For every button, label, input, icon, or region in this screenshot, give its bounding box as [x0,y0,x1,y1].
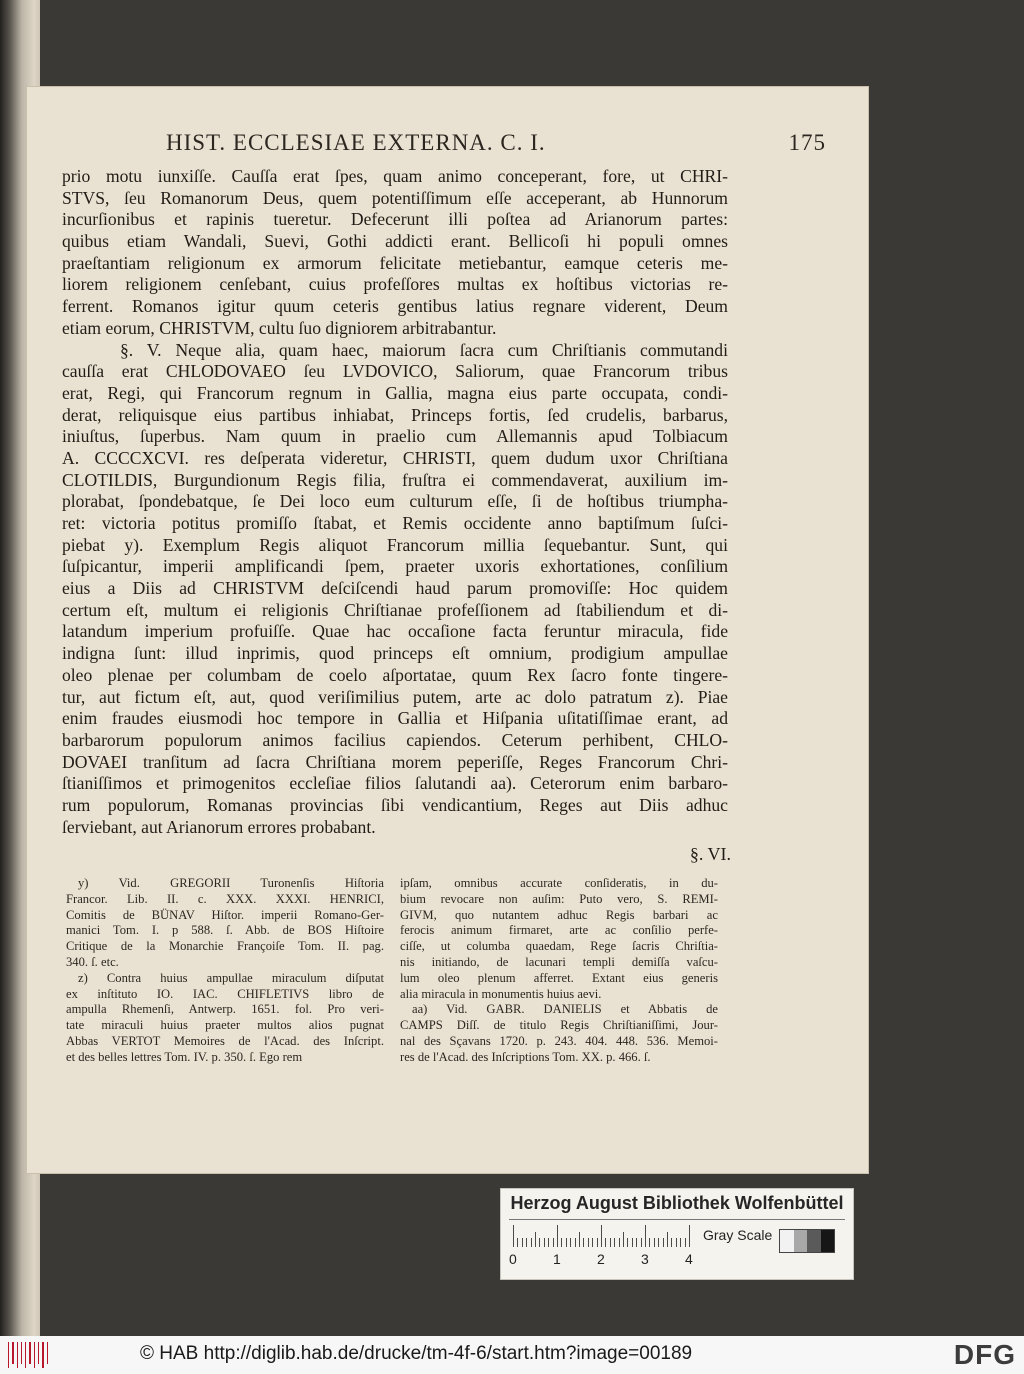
gray-swatch [821,1230,835,1252]
ruler-tick [548,1238,549,1247]
logo-bar [34,1342,35,1368]
text-line: CLOTILDIS, Burgundionum Regis filia, fruſtra ei commendaverat, auxilium im- [62,469,728,490]
footnote-line: tate miraculi huius praeter multos alios pugnat [66,1018,384,1033]
text-line: latandum imperium profuiſſe. Quae hac occaſione facta feruntur miracula, fide [62,621,728,642]
text-line: eius a Diis ad CHRISTVM deſciſcendi haud parum promoviſſe: Hoc quidem [62,578,728,599]
gray-swatch [780,1230,794,1252]
divider [509,1219,845,1220]
ruler-tick [680,1238,681,1247]
ruler-tick [641,1238,642,1247]
scale-number: 0 [509,1251,517,1267]
footnote-line: nal des Sçavans 1720. p. 243. 404. 448. 536. Memoi- [400,1033,718,1048]
text-line: §. V. Neque alia, quam haec, maiorum ſacra cum Chriſtianis commutandi [120,339,728,360]
text-line: rum populorum, Romanas provincias ſibi vendicantium, Reges aut Diis adhuc [62,794,728,815]
scale-number: 4 [685,1251,693,1267]
text-line: A. CCCCXCVI. res deſperata videretur, CHRISTI, quem dudum uxor Chriſtiana [62,447,728,468]
logo-bar [38,1342,39,1364]
footnote-line: ciſſe, ut columba quaedam, Rege ſacris Chriſtia- [400,939,718,954]
ruler-tick [588,1238,589,1247]
footnote-line: nis initiando, de lacunari templi demiſſa vaſcu- [400,954,718,969]
ruler-tick [592,1238,593,1247]
footnote-line: manici Tom. I. p 588. ſ. Abb. de BOS Hiſtoire [66,923,384,938]
ruler-tick [544,1238,545,1247]
book-page [26,86,869,1174]
text-line: ret: victoria potitus promiſſo ſtabat, et Remis occidente anno baptiſmum ſuſci- [62,513,728,533]
text-line: enim fraudes eiusmodi hoc tempore in Gallia et Hiſpania uſitatiſſimae erant, ad [62,708,728,729]
footnote-line: z) Contra huius ampullae miraculum diſputat [78,970,384,985]
main-text [62,166,728,838]
ruler-tick [605,1238,606,1247]
ruler-tick [561,1238,562,1247]
ruler-tick [649,1238,650,1247]
text-line: etiam eorum, CHRISTVM, cultu ſuo digniorem arbitrabantur. [62,317,497,338]
page-number: 175 [788,130,826,155]
ruler-tick [579,1232,580,1247]
scale-number: 1 [553,1251,561,1267]
logo-bar [47,1342,48,1364]
viewer-footer [0,1336,1024,1374]
ruler-tick [601,1225,602,1247]
ruler-tick [663,1238,664,1247]
logo-bar [21,1342,22,1364]
ruler-tick [526,1238,527,1247]
running-title: HIST. ECCLESIAE EXTERNA. C. I. [166,130,546,155]
footnote-line: aa) Vid. GABR. DANIELIS et Abbatis de [412,1002,718,1017]
ruler-tick [575,1238,576,1247]
ruler-tick [531,1238,532,1247]
ruler-tick [632,1238,633,1247]
footnote-line: Abbas VERTOT Memoires de l'Acad. des Inſcript. [66,1033,384,1048]
ruler-tick [597,1238,598,1247]
ruler-scale [513,1225,693,1247]
library-color-strip [500,1188,854,1280]
text-line: STVS, ſeu Romanorum Deus, quem potentiſſimum eſſe acceperant, ab Hunnorum [62,187,728,208]
gray-swatch [794,1230,808,1252]
ruler-tick [517,1238,518,1247]
ruler-tick [610,1238,611,1247]
ruler-tick [522,1238,523,1247]
ruler-tick [645,1225,646,1247]
ruler-tick [513,1225,514,1247]
footnote-line: CAMPS Diſſ. de titulo Regis Chriſtianiſſimi, Jour- [400,1018,718,1033]
text-line: certum eſt, multum ei religionis Chriſtianae profeſſionem ad ſtabiliendum et di- [62,599,728,620]
ruler-tick [614,1238,615,1247]
source-url[interactable]: © HAB http://diglib.hab.de/drucke/tm-4f-6/start.htm?image=00189 [140,1343,693,1364]
ruler-tick [685,1238,686,1247]
text-line: piebat y). Exemplum Regis aliquot Francorum millia ſequebantur. Sunt, qui [62,534,728,555]
ruler-tick [557,1225,558,1247]
ruler-tick [654,1238,655,1247]
logo-bar [17,1342,18,1368]
logo-bar [29,1342,30,1364]
text-line: plorabat, ſpondebatque, ſe Dei loco eum culturum eſſe, ſi de hoſtibus triumpha- [62,491,728,512]
logo-bar [12,1342,13,1364]
ruler-tick [676,1238,677,1247]
text-line: ferrent. Romanos igitur quum ceteris gentibus latius regnare viderent, Deum [62,296,728,317]
library-name: Herzog August Bibliothek Wolfenbüttel [510,1193,844,1213]
footnote-line: 340. ſ. etc. [66,954,119,969]
footnote-line: bium revocare non auſim: Puto vero, S. REMI- [400,891,718,906]
ruler-tick [658,1238,659,1247]
footnote-line: res de l'Acad. des Inſcriptions Tom. XX. p. 466. ſ. [400,1049,651,1064]
text-line: indigna ſunt: illud inprimis, quod princeps eſt omnium, prodigium ampullae [62,643,728,664]
text-line: derat, reliquisque eius partibus inhiabat, Princeps fortis, ſed crudelis, barbarus, [62,404,728,425]
footnote-line: alia miracula in monumentis huius aevi. [400,986,602,1001]
ruler-tick [671,1238,672,1247]
catchword: §. VI. [689,844,731,864]
text-line: incurſionibus et rapinis tueretur. Defecerunt illi poſtea ad Arianorum partes: [62,209,728,230]
ruler-tick [619,1238,620,1247]
logo-bar [8,1342,9,1368]
running-header [166,130,826,158]
text-line: ſerviebant, aut Arianorum errores probabant. [62,816,376,837]
ruler-tick [583,1238,584,1247]
logo-bar [25,1342,26,1368]
ruler-tick [570,1238,571,1247]
scale-number: 2 [597,1251,605,1267]
text-line: DOVAEI tranſitum ad ſacra Chriſtiana morem peperiſſe, Reges Francorum Chri- [62,751,728,772]
hab-logo-icon [8,1342,48,1368]
scale-number: 3 [641,1251,649,1267]
text-line: iniuſtus, ſuperbus. Nam quum in praelio cum Allemannis apud Tolbiacum [62,426,728,447]
footnote-line: ex inſtituto IO. IAC. CHIFLETIVS libro de [66,986,384,1001]
text-line: erat, Regi, qui Francorum regnum in Gallia, magna eius parte occupata, condi- [62,382,728,403]
footnote-line: ferocis animum firmaret, arte ac conſilio perfe- [400,923,718,938]
text-line: ſuſpicantur, imperii amplificandi ſpem, praeter uxoris exhortationes, conſilium [62,556,728,577]
text-line: prio motu iunxiſſe. Cauſſa erat ſpes, quam animo conceperant, fore, ut CHRI- [62,166,728,186]
ruler-tick [535,1232,536,1247]
footnote-line: Critique de la Monarchie Françoiſe Tom. II. pag. [66,939,384,954]
dfg-logo: DFG [953,1339,1016,1370]
footnote-line: GIVM, quo nutantem adhuc Regis barbari ac [400,907,718,922]
footnote-line: y) Vid. GREGORII Turonenſis Hiſtoria [78,876,384,890]
ruler-tick [636,1238,637,1247]
gray-swatch [807,1230,821,1252]
text-line: oleo plenae per columbam de coelo aſportatae, quum Rex ſacro fonte tingere- [62,664,728,685]
logo-bar [42,1342,43,1368]
text-line: tur, aut fictum eſt, aut, quod veriſimilius putem, arte ac dolo patratum z). Piae [62,686,728,707]
ruler-tick [539,1238,540,1247]
text-line: liorem religionem cenſebant, cuius profeſſores multas ex hoſtibus victorias re- [62,274,728,295]
text-line: cauſſa erat CHLODOVAEO ſeu LVDOVICO, Saliorum, quae Francorum tribus [62,361,728,382]
footnote-line: Francor. Lib. II. c. XXX. XXXI. HENRICI, [66,891,384,906]
footnote-line: et des belles lettres Tom. IV. p. 350. ſ. Ego rem [66,1049,303,1064]
ruler-tick [689,1225,690,1247]
ruler-tick [623,1232,624,1247]
ruler-tick [553,1238,554,1247]
ruler-tick [627,1238,628,1247]
ruler-tick [667,1232,668,1247]
text-line: praeſtantiam religionum ex armorum felicitate metiebantur, eamque ceteris me- [62,252,728,273]
text-line: barbarorum populorum animos facilius capiendos. Ceterum perhibent, CHLO- [62,729,728,750]
footnote-line: ampulla Rhemenſi, Antwerp. 1651. fol. Pro veri- [66,1002,384,1017]
gray-scale-swatches [779,1229,835,1253]
footnote-line: Comitis de BÜNAV Hiſtor. imperii Romano-Ger- [66,907,384,922]
footnotes-left-column [66,876,384,1066]
text-line: quibus etiam Wandali, Suevi, Gothi addicti erant. Bellicoſi hi populi omnes [62,231,728,252]
text-line: ſtianiſſimos et primogenitos eccleſiae filios ſalutandi aa). Ceterorum enim barbaro- [62,773,728,794]
footnotes-right-column [400,876,718,1066]
footnote-line: lum oleo plenum afferret. Extant eius generis [400,970,718,985]
footnote-line: ipſam, omnibus accurate conſideratis, in du- [400,876,718,890]
gray-scale-label: Gray Scale [703,1227,773,1243]
ruler-tick [566,1238,567,1247]
